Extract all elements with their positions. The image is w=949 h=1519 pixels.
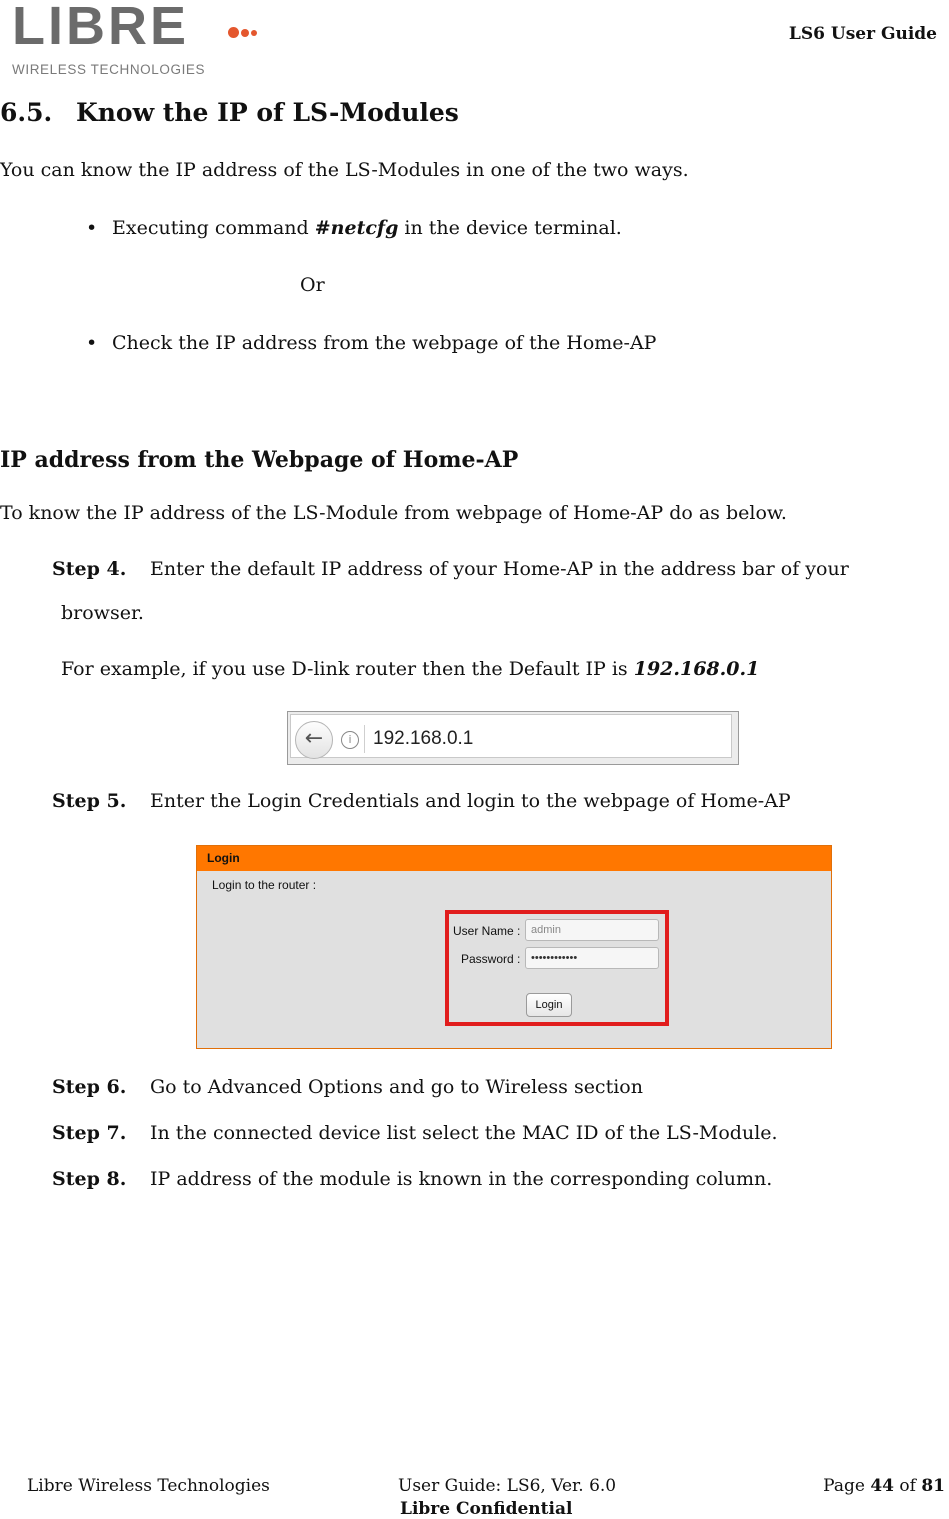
login-subtitle: Login to the router :: [212, 878, 317, 892]
netcfg-command: #netcfg: [314, 217, 399, 239]
bullet2-text: Check the IP address from the webpage of the Home-AP: [112, 332, 657, 354]
address-divider: [364, 725, 365, 753]
footer-confidential: Libre Confidential: [400, 1499, 573, 1519]
step-6-text: Go to Advanced Options and go to Wireless section: [150, 1076, 643, 1098]
step-6-label: Step 6.: [52, 1076, 127, 1098]
step-4-example: [61, 658, 759, 680]
step-8-text: IP address of the module is known in the corresponding column.: [150, 1168, 773, 1190]
username-label-text: User Name: [453, 924, 514, 938]
logo-dots-icon: [228, 22, 259, 41]
login-title-bar: [197, 846, 831, 871]
step-5-label: Step 5.: [52, 790, 127, 812]
footer-guide: User Guide: LS6, Ver. 6.0: [398, 1476, 617, 1496]
libre-logo: [8, 0, 268, 82]
logo-wordmark: LIBRE: [12, 0, 189, 56]
section-number: 6.5.: [0, 98, 53, 127]
username-input[interactable]: admin: [525, 919, 659, 941]
section-title: Know the IP of LS-Modules: [76, 98, 459, 127]
step-4-label: Step 4.: [52, 558, 127, 580]
step-4: [52, 558, 849, 580]
step-5: [52, 790, 791, 812]
or-separator: Or: [300, 274, 325, 296]
page-current: 44: [870, 1476, 894, 1496]
login-button[interactable]: Login: [526, 993, 572, 1017]
document-title: LS6 User Guide: [788, 24, 937, 44]
bullet-item-webpage: [86, 332, 657, 354]
login-title: Login: [207, 851, 240, 865]
arrow-left-icon[interactable]: ←: [295, 721, 333, 759]
step-4-text: Enter the default IP address of your Home-AP in the address bar of your: [150, 558, 849, 580]
section-intro: You can know the IP address of the LS-Modules in one of the two ways.: [0, 159, 689, 181]
step-7-label: Step 7.: [52, 1122, 127, 1144]
bullet1-suffix: in the device terminal.: [398, 217, 622, 239]
step-8-label: Step 8.: [52, 1168, 127, 1190]
step-8: [52, 1168, 772, 1190]
footer-company: Libre Wireless Technologies: [27, 1476, 270, 1496]
username-label: [453, 924, 520, 938]
info-icon[interactable]: i: [341, 731, 359, 749]
router-login-panel: [196, 845, 832, 1049]
section-heading: [0, 98, 459, 127]
address-field[interactable]: [290, 714, 732, 758]
credentials-highlight: [445, 910, 669, 1026]
subsection-intro: To know the IP address of the LS-Module from webpage of Home-AP do as below.: [0, 502, 787, 524]
bullet-icon: •: [86, 217, 98, 239]
page-total: 81: [921, 1476, 945, 1496]
step-4-example-prefix: For example, if you use D-link router then the Default IP is: [61, 658, 634, 680]
step-5-text: Enter the Login Credentials and login to the webpage of Home-AP: [150, 790, 791, 812]
bullet1-prefix: Executing command: [112, 217, 315, 239]
username-colon: :: [517, 924, 521, 938]
default-ip: 192.168.0.1: [633, 658, 760, 680]
step-6: [52, 1076, 643, 1098]
step-4-continuation: browser.: [61, 602, 144, 624]
step-7: [52, 1122, 778, 1144]
page-of: of: [893, 1476, 922, 1496]
password-label: [461, 952, 520, 966]
password-input[interactable]: ••••••••••••: [525, 947, 659, 969]
address-url[interactable]: 192.168.0.1: [373, 728, 474, 749]
bullet-item-netcfg: [86, 217, 622, 239]
footer-page-number: [823, 1476, 945, 1496]
password-colon: :: [517, 952, 521, 966]
bullet-icon: •: [86, 332, 98, 354]
password-label-text: Password: [461, 952, 514, 966]
logo-subtitle: WIRELESS TECHNOLOGIES: [12, 62, 206, 77]
page-prefix: Page: [823, 1476, 871, 1496]
subsection-heading: IP address from the Webpage of Home-AP: [0, 447, 519, 473]
browser-address-bar: [287, 711, 739, 765]
step-7-text: In the connected device list select the MAC ID of the LS-Module.: [150, 1122, 778, 1144]
